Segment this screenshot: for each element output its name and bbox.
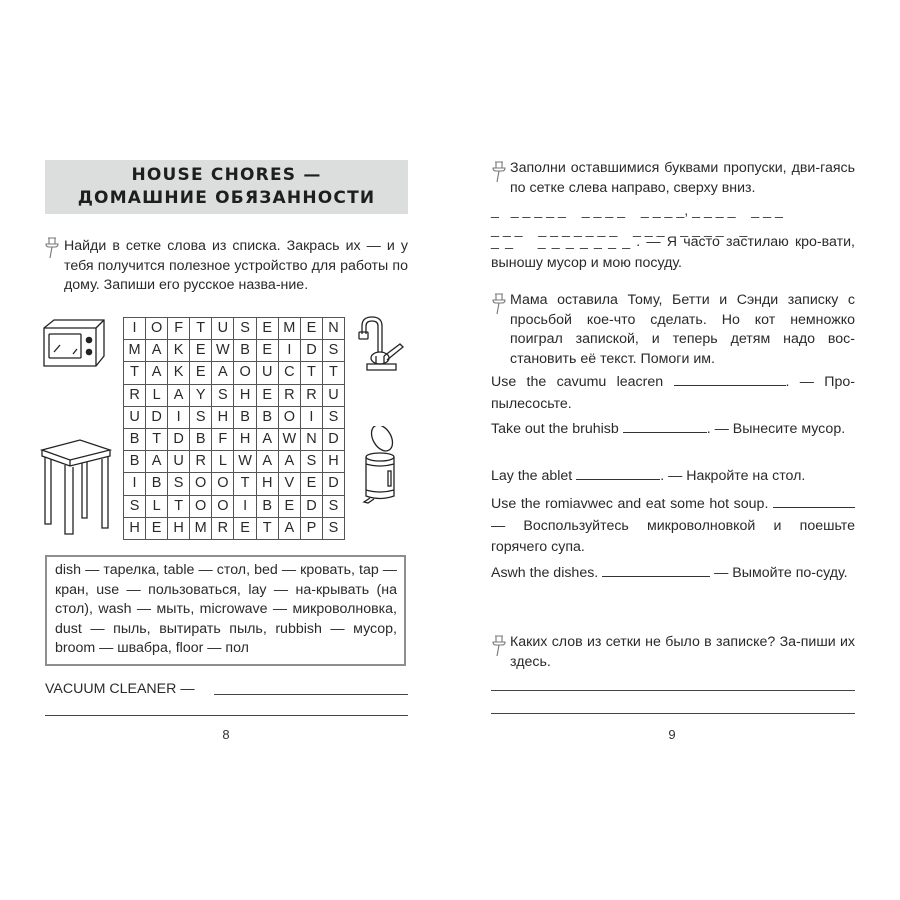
sentence-translation: — Воспользуйтесь микроволновкой и поешьте горячего супа. bbox=[491, 517, 855, 555]
sentence-text: Aswh the dishes. bbox=[491, 565, 599, 581]
grid-cell[interactable]: A bbox=[256, 451, 278, 473]
answer-prompt: VACUUM CLEANER — bbox=[45, 681, 195, 697]
grid-cell[interactable]: U bbox=[256, 362, 278, 384]
grid-cell[interactable]: L bbox=[212, 451, 234, 473]
grid-cell[interactable]: H bbox=[256, 473, 278, 495]
grid-cell[interactable]: L bbox=[146, 495, 168, 517]
grid-cell[interactable]: I bbox=[278, 340, 300, 362]
task1-instruction bbox=[510, 159, 855, 198]
grid-cell[interactable]: F bbox=[212, 428, 234, 450]
grid-cell[interactable]: T bbox=[124, 362, 146, 384]
grid-cell[interactable]: R bbox=[300, 384, 322, 406]
grid-cell[interactable]: S bbox=[124, 495, 146, 517]
grid-cell[interactable]: T bbox=[146, 428, 168, 450]
grid-cell[interactable]: N bbox=[300, 428, 322, 450]
grid-cell[interactable]: B bbox=[256, 495, 278, 517]
grid-cell[interactable]: H bbox=[124, 517, 146, 539]
pushpin-icon bbox=[491, 160, 507, 184]
grid-cell[interactable]: R bbox=[124, 384, 146, 406]
grid-cell[interactable]: V bbox=[278, 473, 300, 495]
grid-cell[interactable]: E bbox=[300, 318, 322, 340]
grid-cell[interactable]: E bbox=[190, 340, 212, 362]
grid-cell[interactable]: S bbox=[190, 406, 212, 428]
sentence-5 bbox=[491, 563, 855, 585]
grid-cell[interactable]: T bbox=[190, 318, 212, 340]
answer-line-4[interactable] bbox=[491, 713, 855, 714]
grid-cell[interactable]: N bbox=[322, 318, 344, 340]
task1-answer-tail bbox=[491, 232, 855, 274]
grid-cell[interactable]: R bbox=[190, 451, 212, 473]
grid-cell[interactable]: D bbox=[322, 473, 344, 495]
grid-cell[interactable]: H bbox=[212, 406, 234, 428]
task2-instruction bbox=[510, 291, 855, 369]
grid-cell[interactable]: O bbox=[278, 406, 300, 428]
grid-cell[interactable]: Y bbox=[190, 384, 212, 406]
grid-cell[interactable]: M bbox=[278, 318, 300, 340]
grid-cell[interactable]: S bbox=[168, 473, 190, 495]
grid-cell[interactable]: E bbox=[146, 517, 168, 539]
grid-cell[interactable]: K bbox=[168, 340, 190, 362]
sentence-text: Lay the ablet bbox=[491, 468, 573, 484]
task1-tail-text: . — Я часто застилаю кро-вати, выношу мусор и мою посуду. bbox=[491, 234, 855, 271]
grid-cell[interactable]: S bbox=[322, 340, 344, 362]
grid-cell[interactable]: L bbox=[146, 384, 168, 406]
grid-cell[interactable]: W bbox=[212, 340, 234, 362]
sentence-4 bbox=[491, 494, 855, 559]
grid-cell[interactable]: E bbox=[300, 473, 322, 495]
grid-cell[interactable]: U bbox=[124, 406, 146, 428]
grid-cell[interactable]: O bbox=[146, 318, 168, 340]
grid-cell[interactable]: A bbox=[146, 451, 168, 473]
task3-instruction bbox=[510, 633, 855, 672]
grid-cell[interactable]: D bbox=[168, 428, 190, 450]
page-number-left: 8 bbox=[222, 727, 230, 742]
grid-cell[interactable]: E bbox=[256, 340, 278, 362]
grid-cell[interactable]: K bbox=[168, 362, 190, 384]
grid-cell[interactable]: I bbox=[168, 406, 190, 428]
task1-text: Заполни оставшимися буквами пропуски, дви-гаясь по сетке слева направо, сверху вниз. bbox=[510, 160, 855, 196]
grid-cell[interactable]: S bbox=[234, 318, 256, 340]
grid-cell[interactable]: E bbox=[256, 318, 278, 340]
grid-cell[interactable]: M bbox=[124, 340, 146, 362]
grid-cell[interactable]: I bbox=[124, 318, 146, 340]
grid-cell[interactable]: A bbox=[212, 362, 234, 384]
grid-cell[interactable]: O bbox=[190, 473, 212, 495]
task2-text: Мама оставила Тому, Бетти и Сэнди записку с просьбой кое-что сделать. Но кот немножко поиграл запиской, и теперь детям надо вос-становить её текст. Помоги им. bbox=[510, 292, 855, 367]
grid-cell[interactable]: H bbox=[322, 451, 344, 473]
title-line-english: HOUSE CHORES — bbox=[131, 165, 322, 185]
grid-cell[interactable]: B bbox=[124, 451, 146, 473]
sentence-text: Take out the bruhisb bbox=[491, 421, 619, 437]
grid-cell[interactable]: A bbox=[146, 340, 168, 362]
fill-blank[interactable] bbox=[602, 564, 710, 577]
grid-cell[interactable]: I bbox=[124, 473, 146, 495]
sentence-2 bbox=[491, 419, 855, 441]
grid-cell[interactable]: O bbox=[234, 362, 256, 384]
grid-cell[interactable]: A bbox=[168, 384, 190, 406]
grid-cell[interactable]: E bbox=[234, 517, 256, 539]
grid-cell[interactable]: I bbox=[234, 495, 256, 517]
grid-cell[interactable]: U bbox=[322, 384, 344, 406]
grid-cell[interactable]: T bbox=[256, 517, 278, 539]
task3-text: Каких слов из сетки не было в записке? За-пиши их здесь. bbox=[510, 634, 855, 670]
grid-cell[interactable]: P bbox=[300, 517, 322, 539]
title-line-russian: ДОМАШНИЕ ОБЯЗАННОСТИ bbox=[77, 188, 376, 208]
instruction-text: Найди в сетке слова из списка. Закрась их — и у тебя получится полезное устройство для работы по дому. Запиши его русское назва-ние. bbox=[64, 238, 408, 293]
grid-cell[interactable]: D bbox=[300, 495, 322, 517]
sentence-text: Use the cavumu leacren bbox=[491, 374, 664, 390]
sentence-translation: . — Вынесите мусор. bbox=[706, 421, 846, 437]
grid-cell[interactable]: T bbox=[168, 495, 190, 517]
grid-cell[interactable]: S bbox=[212, 384, 234, 406]
grid-cell[interactable]: E bbox=[278, 495, 300, 517]
blank-line-2[interactable]: _ _ _ _ _ _ _ _ _ _ _ _ _ _ _ _ _ _ bbox=[491, 222, 748, 238]
sentence-translation: — Вымойте по-суду. bbox=[710, 565, 848, 581]
fill-blank[interactable] bbox=[773, 495, 855, 508]
grid-cell[interactable]: D bbox=[300, 340, 322, 362]
grid-cell[interactable]: T bbox=[322, 362, 344, 384]
grid-cell[interactable]: E bbox=[190, 362, 212, 384]
grid-cell[interactable]: A bbox=[278, 517, 300, 539]
grid-cell[interactable]: C bbox=[278, 362, 300, 384]
grid-cell[interactable]: A bbox=[278, 451, 300, 473]
blank-line-1[interactable]: _ _ _ _ _ _ _ _ _ _ _ _ _ _, _ _ _ _ _ _ _ bbox=[491, 203, 783, 219]
grid-cell[interactable]: A bbox=[256, 428, 278, 450]
grid-cell[interactable]: R bbox=[212, 517, 234, 539]
grid-cell[interactable]: S bbox=[322, 495, 344, 517]
grid-cell[interactable]: B bbox=[124, 428, 146, 450]
grid-cell[interactable]: B bbox=[234, 340, 256, 362]
sentence-translation: . — Про-пылесосьте. bbox=[491, 374, 855, 412]
sentence-text: Use the romiavwec and eat some hot soup. bbox=[491, 496, 769, 512]
fill-blank[interactable] bbox=[674, 373, 786, 386]
grid-cell[interactable]: O bbox=[212, 495, 234, 517]
grid-cell[interactable]: D bbox=[146, 406, 168, 428]
grid-cell[interactable]: W bbox=[278, 428, 300, 450]
grid-cell[interactable]: T bbox=[300, 362, 322, 384]
grid-cell[interactable]: R bbox=[278, 384, 300, 406]
fill-blank[interactable] bbox=[576, 467, 660, 480]
answer-line-3[interactable] bbox=[491, 690, 855, 691]
grid-cell[interactable]: D bbox=[322, 428, 344, 450]
grid-cell[interactable]: B bbox=[190, 428, 212, 450]
grid-cell[interactable]: H bbox=[168, 517, 190, 539]
word-list-text: dish — тарелка, table — стол, bed — кровать, tap — кран, use — пользоваться, lay — на-крывать (на стол), wash — мыть, microwave — микроволновка, dust — пыль, вытирать пыль, rubbish — мусор, broom — швабра, floor — пол bbox=[55, 562, 397, 656]
sentence-3 bbox=[491, 466, 855, 488]
grid-cell[interactable]: H bbox=[234, 428, 256, 450]
grid-cell[interactable]: T bbox=[234, 473, 256, 495]
grid-cell[interactable]: A bbox=[146, 362, 168, 384]
grid-cell[interactable]: U bbox=[212, 318, 234, 340]
fill-blank[interactable] bbox=[623, 420, 707, 433]
grid-cell[interactable]: O bbox=[190, 495, 212, 517]
grid-cell[interactable]: U bbox=[168, 451, 190, 473]
grid-cell[interactable]: S bbox=[322, 517, 344, 539]
sentence-translation: . — Накройте на стол. bbox=[660, 468, 806, 484]
pushpin-icon bbox=[491, 634, 507, 658]
grid-cell[interactable]: M bbox=[190, 517, 212, 539]
grid-cell[interactable]: E bbox=[256, 384, 278, 406]
grid-cell[interactable]: W bbox=[234, 451, 256, 473]
page-number-right: 9 bbox=[668, 727, 676, 742]
grid-cell[interactable]: B bbox=[146, 473, 168, 495]
grid-cell[interactable]: B bbox=[256, 406, 278, 428]
grid-cell[interactable]: O bbox=[212, 473, 234, 495]
grid-cell[interactable]: I bbox=[300, 406, 322, 428]
grid-cell[interactable]: F bbox=[168, 318, 190, 340]
grid-cell[interactable]: H bbox=[234, 384, 256, 406]
grid-cell[interactable]: S bbox=[300, 451, 322, 473]
blank-line-3[interactable]: _ _ _ _ _ _ _ _ _ bbox=[491, 234, 637, 250]
sentence-1 bbox=[491, 372, 855, 415]
pushpin-icon bbox=[491, 292, 507, 316]
grid-cell[interactable]: B bbox=[234, 406, 256, 428]
grid-cell[interactable]: S bbox=[322, 406, 344, 428]
